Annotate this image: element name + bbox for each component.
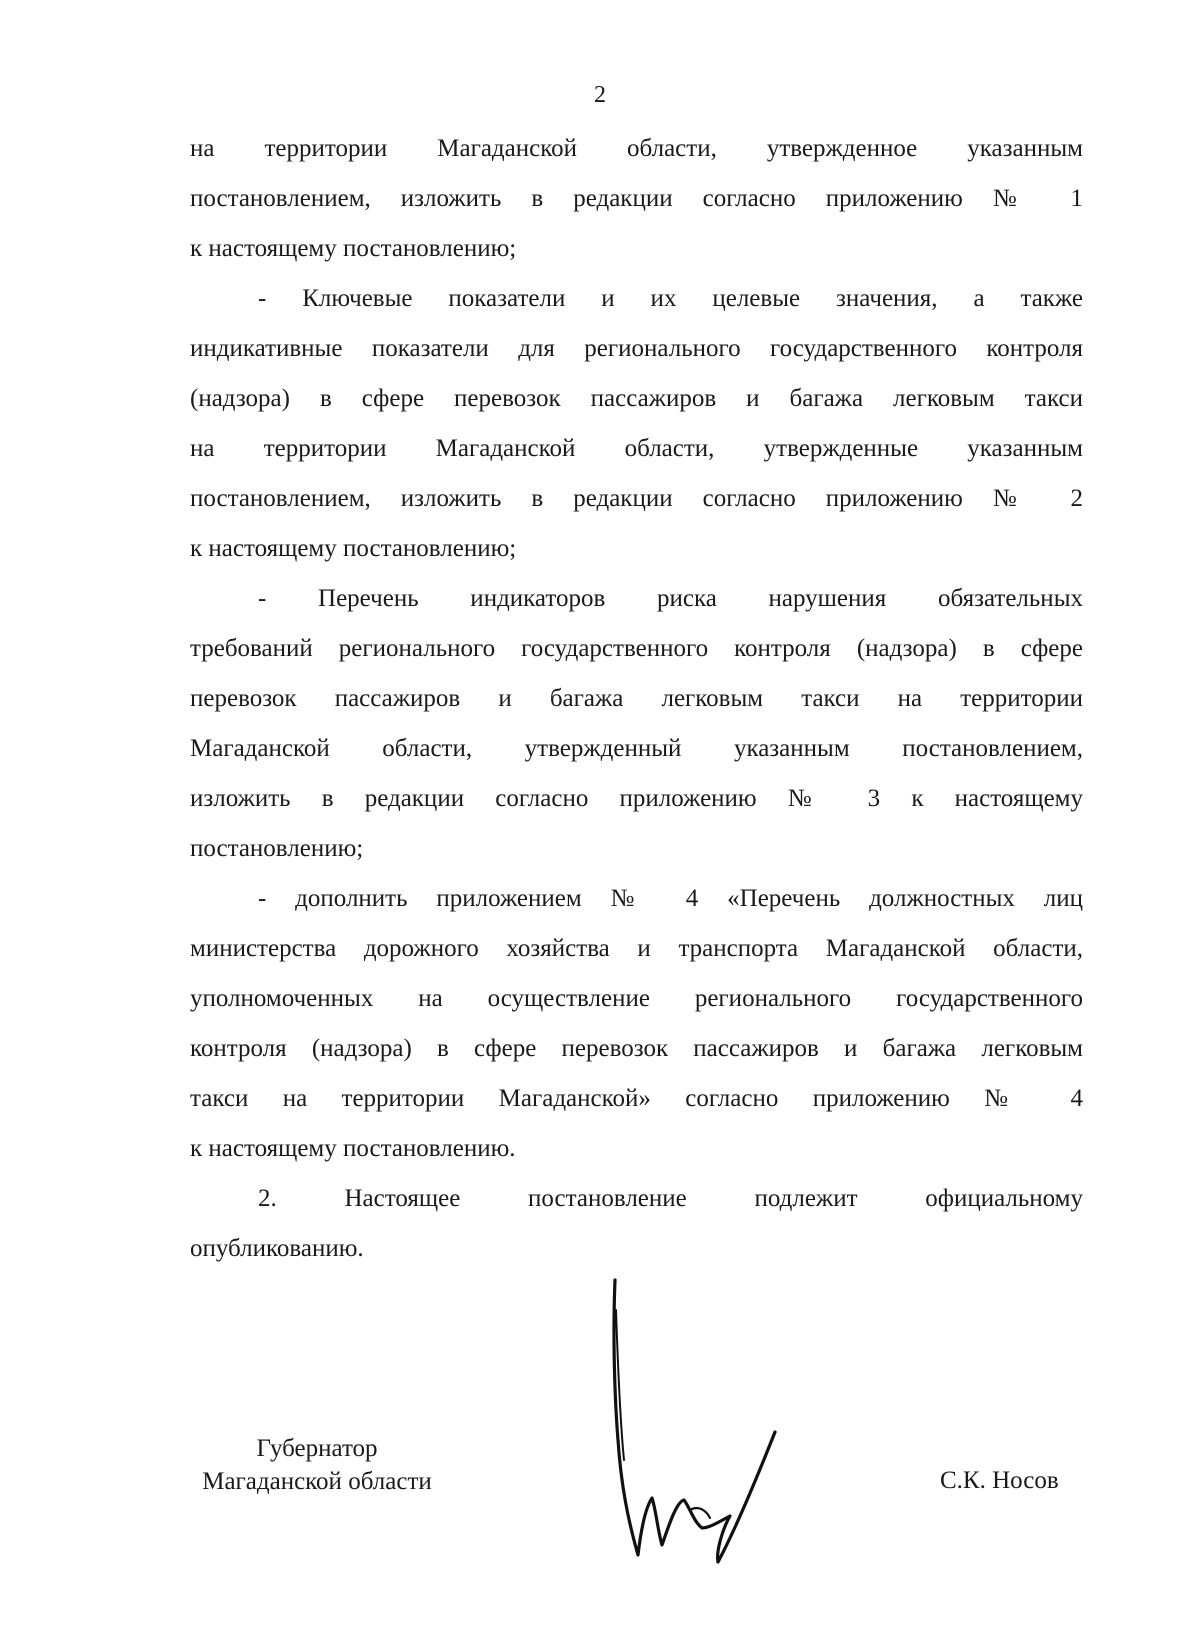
signatory-position bbox=[186, 1432, 448, 1498]
paragraph-1 bbox=[190, 124, 1083, 274]
paragraph-5 bbox=[190, 1174, 1083, 1274]
text-line: требований регионального государственного контроля (надзора) в сфере bbox=[190, 635, 1083, 662]
text-line: изложить в редакции согласно приложению № 3 к настоящему bbox=[190, 785, 1083, 812]
text-line: (надзора) в сфере перевозок пассажиров и багажа легковым такси bbox=[190, 385, 1083, 412]
text-line: к настоящему постановлению. bbox=[190, 1135, 516, 1162]
paragraph-3 bbox=[190, 574, 1083, 874]
text-line: на территории Магаданской области, утвержденные указанным bbox=[190, 435, 1083, 462]
text-line: - дополнить приложением № 4 «Перечень должностных лиц bbox=[258, 885, 1083, 912]
signature-block bbox=[0, 1270, 1200, 1570]
text-line: индикативные показатели для регионального государственного контроля bbox=[190, 335, 1083, 362]
text-line: 2. Настоящее постановление подлежит официальному bbox=[258, 1185, 1083, 1212]
text-line: опубликованию. bbox=[190, 1235, 364, 1262]
text-line: уполномоченных на осуществление регионального государственного bbox=[190, 985, 1083, 1012]
text-line: постановлением, изложить в редакции согласно приложению № 2 bbox=[190, 485, 1083, 512]
text-line: Магаданской области, утвержденный указанным постановлением, bbox=[190, 735, 1083, 762]
signatory-region: Магаданской области bbox=[202, 1468, 432, 1495]
handwritten-signature bbox=[610, 1270, 800, 1570]
text-line: перевозок пассажиров и багажа легковым такси на территории bbox=[190, 685, 1083, 712]
text-line: - Ключевые показатели и их целевые значения, а также bbox=[258, 285, 1083, 312]
text-line: к настоящему постановлению; bbox=[190, 535, 517, 562]
text-line: такси на территории Магаданской» согласно приложению № 4 bbox=[190, 1085, 1083, 1112]
document-body bbox=[190, 124, 1083, 1274]
text-line: постановлению; bbox=[190, 835, 364, 862]
text-line: контроля (надзора) в сфере перевозок пассажиров и багажа легковым bbox=[190, 1035, 1083, 1062]
signatory-title: Губернатор bbox=[256, 1435, 378, 1462]
signatory-name: С.К. Носов bbox=[940, 1467, 1059, 1494]
text-line: на территории Магаданской области, утвержденное указанным bbox=[190, 135, 1083, 162]
paragraph-2 bbox=[190, 274, 1083, 574]
text-line: министерства дорожного хозяйства и транспорта Магаданской области, bbox=[190, 935, 1083, 962]
page-number: 2 bbox=[594, 82, 606, 108]
text-line: к настоящему постановлению; bbox=[190, 235, 517, 262]
text-line: - Перечень индикаторов риска нарушения обязательных bbox=[258, 585, 1083, 612]
paragraph-4 bbox=[190, 874, 1083, 1174]
text-line: постановлением, изложить в редакции согласно приложению № 1 bbox=[190, 185, 1083, 212]
